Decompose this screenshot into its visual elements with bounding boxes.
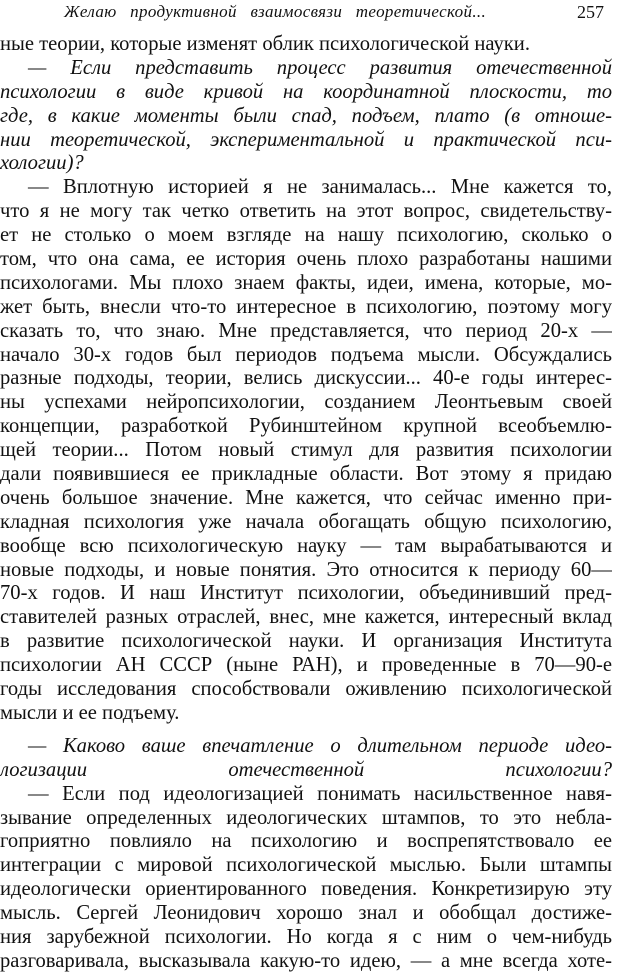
running-title: Желаю продуктивной взаимосвязи теоретической... xyxy=(64,2,487,21)
body-text xyxy=(0,33,612,974)
text-line: — Каково ваше впечатление о длительном периоде идео- xyxy=(28,734,612,757)
text-line: жет быть, внесли что-то интересное в психологию, поэтому могу xyxy=(0,295,612,318)
text-line: хологии)? xyxy=(0,152,84,175)
answer-paragraph xyxy=(0,783,612,974)
text-line: идеологически ориентированного поведения. Конкретизирую эту xyxy=(0,878,612,901)
text-line: логизации отечественной психологии? xyxy=(0,758,612,781)
text-line: разные подходы, теории, велись дискуссии... 40-е годы интерес- xyxy=(0,367,612,390)
text-line: психологами. Мы плохо знаем факты, идеи, имена, которые, мо- xyxy=(0,271,612,294)
text-line: в развитие психологической науки. И организация Института xyxy=(0,630,612,653)
text-line: нии теоретической, экспериментальной и практической пси- xyxy=(0,128,612,151)
text-line: психологии в виде кривой на координатной плоскости, то xyxy=(0,80,612,103)
text-line: мысли и ее подъему. xyxy=(0,701,180,724)
text-line: сказать то, что знаю. Мне представляется, что период 20-х — xyxy=(0,319,612,342)
text-line: кладная психология уже начала обогащать общую психологию, xyxy=(0,510,612,533)
text-line: ные теории, которые изменят облик психологической науки. xyxy=(0,33,530,55)
text-line: дали появившиеся ее прикладные области. Вот этому я придаю xyxy=(0,463,612,486)
text-line: гоприятно повлияло на психологию и воспрепятствовало ее xyxy=(0,830,612,853)
question-paragraph xyxy=(0,57,612,176)
text-line: новые подходы, и новые понятия. Это относится к периоду 60— xyxy=(0,558,612,581)
text-line: начало 30-х годов был периодов подъема мысли. Обсуждались xyxy=(0,343,612,366)
text-line: очень большое значение. Мне кажется, что сейчас именно при- xyxy=(0,486,612,509)
page-number: 257 xyxy=(577,2,604,22)
text-line: ния зарубежной психологии. Но когда я с ним о чем-нибудь xyxy=(0,925,612,948)
question-paragraph xyxy=(0,735,612,783)
text-line: мысль. Сергей Леонидович хорошо знал и обобщал достиже- xyxy=(0,902,612,925)
text-line: зывание определенных идеологических штампов, то это небла- xyxy=(0,806,612,829)
text-line: — Вплотную историей я не занималась... Мне кажется то, xyxy=(28,176,612,199)
text-line: ны успехами нейропсихологии, созданием Леонтьевым своей xyxy=(0,391,612,414)
text-line: что я не могу так четко ответить на этот вопрос, свидетельству- xyxy=(0,200,612,223)
text-line: ставителей разных отраслей, внес, мне кажется, интересный вклад xyxy=(0,606,612,629)
text-line: ет не столько о моем взгляде на нашу психологию, сколько о xyxy=(0,224,612,247)
text-line: интеграции с мировой психологической мыслью. Были штампы xyxy=(0,854,612,877)
text-line: разговаривала, высказывала какую-то идею, — а мне всегда хоте- xyxy=(0,949,612,972)
running-header xyxy=(6,0,612,24)
text-line: — Если под идеологизацией понимать насильственное навя- xyxy=(28,782,612,805)
text-line: психологии АН СССР (ныне РАН), и проведенные в 70—90-е xyxy=(0,654,612,677)
text-line: — Если представить процесс развития отечественной xyxy=(28,56,612,79)
text-line: где, в какие моменты были спад, подъем, плато (в отноше- xyxy=(0,104,612,127)
text-line: концепции, разработкой Рубинштейном крупной всеобъемлю- xyxy=(0,415,612,438)
text-line: щей теории... Потом новый стимул для развития психологии xyxy=(0,439,612,462)
text-line: вообще всю психологическую науку — там вырабатываются и xyxy=(0,534,612,557)
answer-paragraph xyxy=(0,33,612,57)
text-line: 70-х годов. И наш Институт психологии, объединивший пред- xyxy=(0,582,612,605)
text-line: годы исследования способствовали оживлению психологической xyxy=(0,678,612,701)
paragraph-gap xyxy=(0,726,612,735)
answer-paragraph xyxy=(0,176,612,725)
text-line: том, что она сама, ее история очень плохо разработаны нашими xyxy=(0,248,612,271)
